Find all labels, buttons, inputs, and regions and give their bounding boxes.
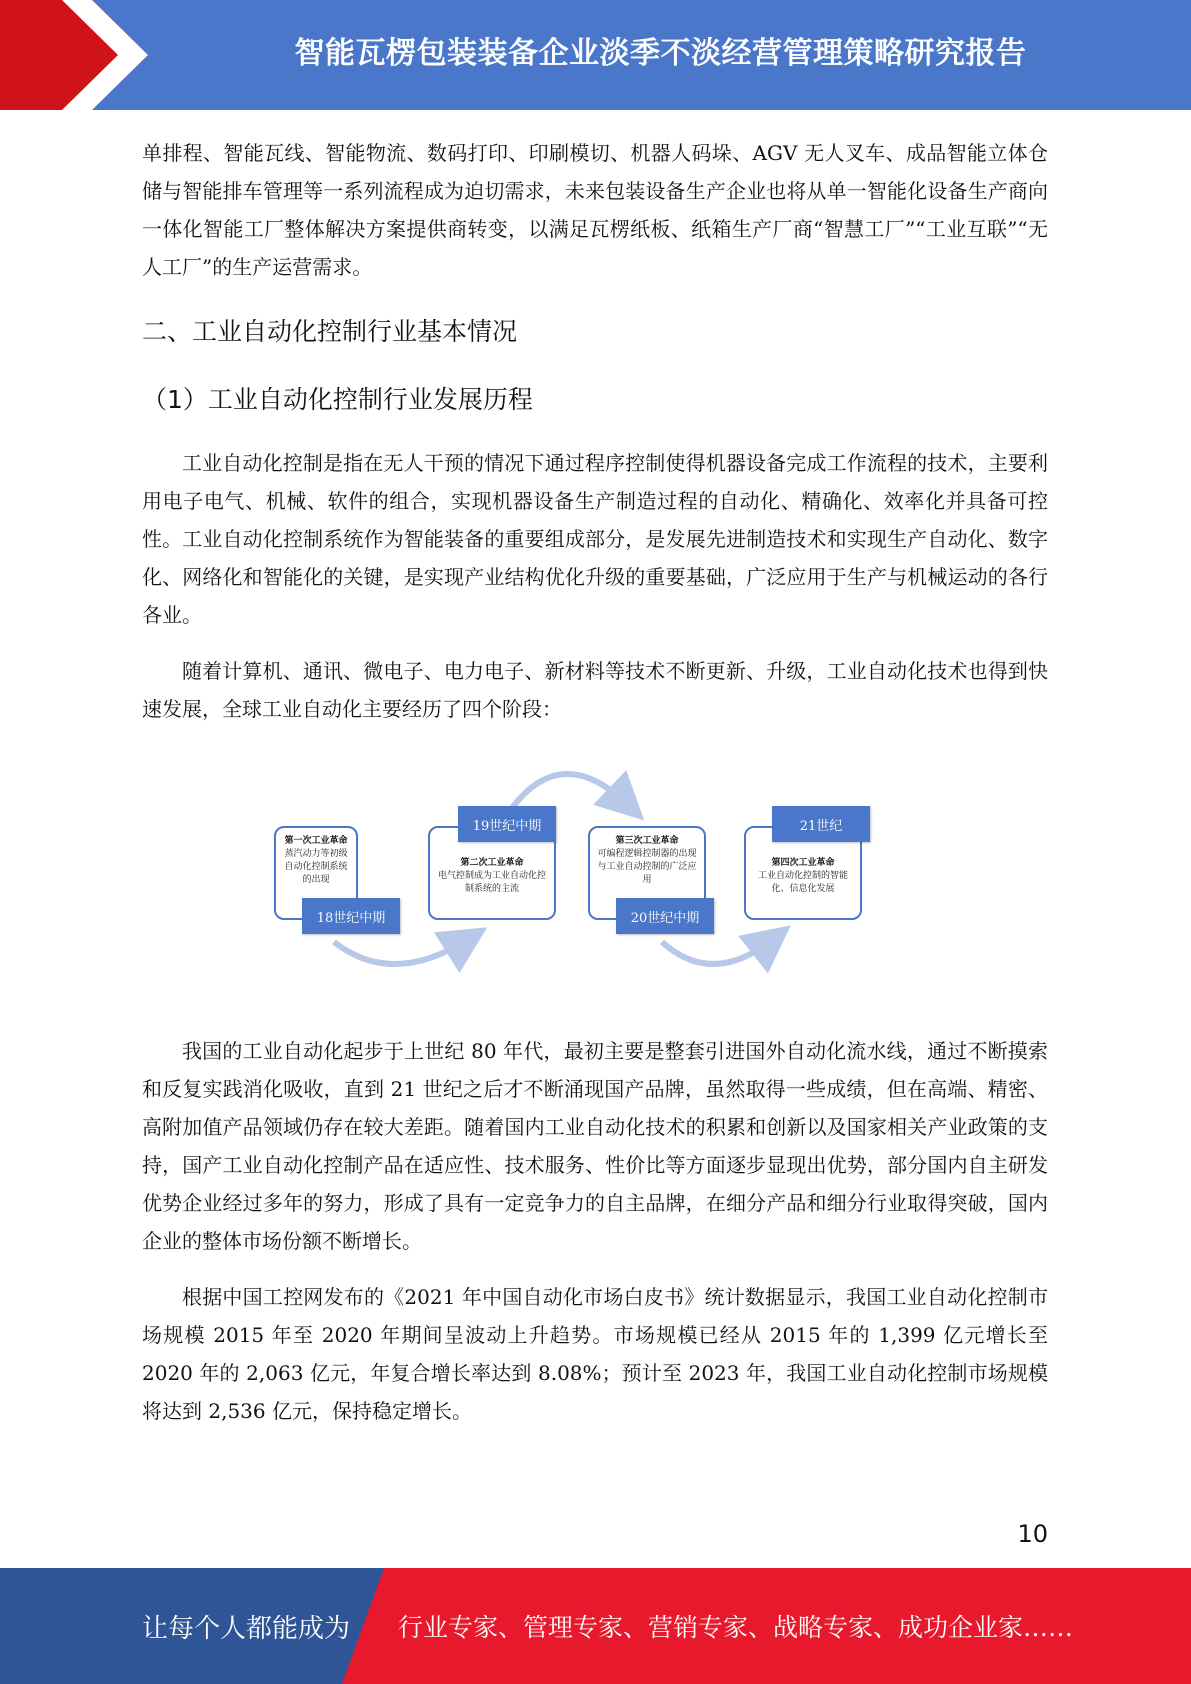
stage-4-era: 21世纪 <box>772 806 870 842</box>
page-header <box>0 0 1191 110</box>
definition-paragraph: 工业自动化控制是指在无人干预的情况下通过程序控制使得机器设备完成工作流程的技术，主要利用电子电气、机械、软件的组合，实现机器设备生产制造过程的自动化、精确化、效率化并具备可控性。工业自动化控制系统作为智能装备的重要组成部分，是发展先进制造技术和实现生产自动化、数字化、网络化和智能化的关键，是实现产业结构优化升级的重要基础，广泛应用于生产与机械运动的各行各业。 <box>142 451 1048 627</box>
main-content <box>142 134 1048 728</box>
stage-1-desc: 蒸汽动力等初级自动化控制系统的出现 <box>284 849 348 885</box>
stage-2-era: 19世纪中期 <box>458 806 556 842</box>
stage-4-desc: 工业自动化控制的智能化、信息化发展 <box>757 871 848 894</box>
stage-4-name: 第四次工业革命 <box>771 858 835 868</box>
footer-slogan-left: 让每个人都能成为 <box>142 1613 351 1644</box>
domestic-paragraph: 我国的工业自动化起步于上世纪 80 年代，最初主要是整套引进国外自动化流水线，通过不断摸索和反复实践消化吸收，直到 21 世纪之后才不断涌现国产品牌，虽然取得一些成绩，但在高端、精密、高附加值产品领域仍存在较大差距。随着国内工业自动化技术的积累和创新以及国家相关产业政策的支持，国产工业自动化控制产品在适应性、技术服务、性价比等方面逐步显现出优势，部分国内自主研发优势企业经过多年的努力，形成了具有一定竞争力的自主品牌，在细分产品和细分行业取得突破，国内企业的整体市场份额不断增长。 <box>142 1039 1048 1253</box>
arrow-2 <box>512 774 627 808</box>
intro-paragraph: 单排程、智能瓦线、智能物流、数码打印、印刷模切、机器人码垛、AGV 无人叉车、成品智能立体仓储与智能排车管理等一系列流程成为迫切需求，未来包装设备生产企业也将从单一智能化设备生产商向一体化智能工厂整体解决方案提供商转变，以满足瓦楞纸板、纸箱生产厂商“智慧工厂”“工业互联”“无人工厂”的生产运营需求。 <box>142 141 1048 279</box>
page-number: 10 <box>1017 1520 1048 1548</box>
market-paragraph: 根据中国工控网发布的《2021 年中国自动化市场白皮书》统计数据显示，我国工业自动化控制市场规模 2015 年至 2020 年期间呈波动上升趋势。市场规模已经从 2015 年的 1,399 亿元增长至 2020 年的 2,063 亿元，年复合增长率达到 8.08%；预计至 2023 年，我国工业自动化控制市场规模将达到 2,536 亿元，保持稳定增长。 <box>142 1285 1048 1423</box>
stage-3-era: 20世纪中期 <box>616 898 714 934</box>
arrow-1 <box>334 940 467 964</box>
stage-1-era: 18世纪中期 <box>302 898 400 934</box>
automation-timeline-figure <box>262 762 882 982</box>
arrow-3 <box>662 940 772 964</box>
footer-slogan-right: 行业专家、管理专家、营销专家、战略专家、成功企业家…… <box>398 1613 1074 1642</box>
stage-3-name: 第三次工业革命 <box>615 836 679 846</box>
development-paragraph: 随着计算机、通讯、微电子、电力电子、新材料等技术不断更新、升级，工业自动化技术也得到快速发展，全球工业自动化主要经历了四个阶段： <box>142 659 1048 721</box>
section-heading: 二、工业自动化控制行业基本情况 <box>142 317 518 346</box>
report-title: 智能瓦楞包装装备企业淡季不淡经营管理策略研究报告 <box>294 36 1027 71</box>
stage-3-desc: 可编程逻辑控制器的出现与工业自动控制的广泛应用 <box>597 849 697 885</box>
main-content-lower <box>142 1032 1048 1430</box>
stage-2-desc: 电气控制成为工业自动化控制系统的主流 <box>437 871 546 894</box>
subsection-heading: （1）工业自动化控制行业发展历程 <box>142 385 533 414</box>
stage-1-name: 第一次工业革命 <box>284 836 348 846</box>
stage-2-name: 第二次工业革命 <box>460 858 524 868</box>
page-footer <box>0 1568 1191 1684</box>
